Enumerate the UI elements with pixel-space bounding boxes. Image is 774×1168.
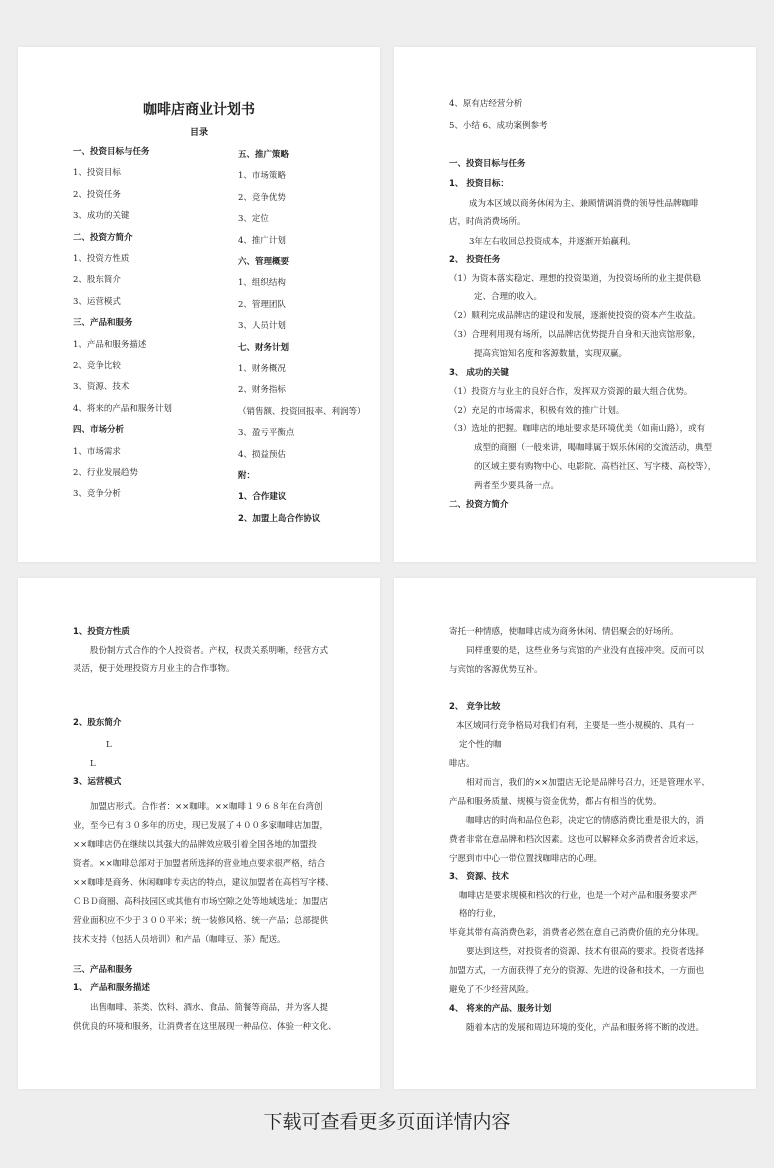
body-line: 随着本店的发展和周边环境的变化，产品和服务将不断的改进。 — [466, 1023, 705, 1033]
body-line: 毕竟其带有高消费色彩，消费者必然在意自己消费价值的充分体现。 — [449, 928, 705, 938]
toc-entry: 3、运营模式 — [73, 296, 121, 307]
body-line: 资者。××咖啡总部对于加盟者所选择的营业地点要求很严格，结合 — [73, 859, 326, 869]
body-line: 啡店。 — [449, 759, 475, 769]
page-4 — [394, 578, 756, 1089]
toc-entry: 2、投资任务 — [73, 189, 121, 200]
body-line: 4、原有店经营分析 — [449, 99, 523, 109]
body-line: 店，时尚消费场所。 — [449, 217, 526, 227]
body-line: 出售咖啡、茶类、饮料、酒水、食品、简餐等商品，并为客人提 — [90, 1003, 329, 1013]
toc-entry: 1、投资方性质 — [73, 254, 130, 264]
body-line: 本区域同行竞争格局对我们有利，主要是一些小规模的、具有一 — [456, 721, 695, 731]
toc-entry: 2、竞争优势 — [238, 192, 286, 203]
body-line: 咖啡店的时尚和品位色彩，决定它的情感消费比重是很大的，消 — [466, 816, 705, 826]
toc-entry: 3、资源、技术 — [73, 382, 130, 393]
toc-entry: 2、管理团队 — [238, 299, 286, 310]
toc-entry: 2、加盟上岛合作协议 — [238, 513, 321, 524]
body-line: 业，至今已有３０多年的历史，现已发展了４００多家咖啡店加盟， — [73, 821, 329, 831]
body-line: 营业面积应不少于３００平米；统一装修风格、统一产品；总部提供 — [73, 916, 329, 926]
section-heading: 1、 投资目标： — [449, 179, 509, 189]
toc-entry: 4、损益预估 — [238, 449, 286, 460]
body-line: 相对而言，我们的××加盟店无论是品牌号召力，还是管理水平、 — [466, 778, 710, 788]
section-heading: 4、 将来的产品、服务计划 — [449, 1004, 552, 1014]
toc-entry: 3、成功的关键 — [73, 211, 130, 222]
body-line: 定个性的咖 — [459, 740, 502, 750]
body-line: （3）选址的把握。咖啡店的地址要求是环境优美（如南山路），或有 — [449, 424, 706, 434]
document-title: 咖啡店商业计划书 — [143, 102, 255, 118]
body-line: 提高宾馆知名度和客源数量，实现双赢。 — [474, 349, 628, 359]
body-line: 要达到这些，对投资者的资源、技术有很高的要求。投资者选择 — [466, 947, 705, 957]
section-heading: 二、投资方简介 — [449, 500, 509, 510]
toc-entry: 3、定位 — [238, 214, 269, 225]
body-line: 的区域主要有购物中心、电影院、高档社区、写字楼、高校等）， — [474, 462, 717, 472]
body-line: 加盟店形式。合作者：××咖啡。××咖啡１９６８年在台湾创 — [90, 802, 323, 812]
body-line: 同样重要的是，这些业务与宾馆的产业没有直接冲突。反而可以 — [466, 646, 705, 656]
toc-entry: 2、股东简介 — [73, 275, 121, 286]
section-heading: 一、投资目标与任务 — [449, 159, 526, 169]
body-line: 咖啡店是要求规模和档次的行业，也是一个对产品和服务要求严 — [459, 891, 698, 901]
body-line: 与宾馆的客源优势互补。 — [449, 665, 543, 675]
body-line: 股份制方式合作的个人投资者。产权，权责关系明晰，经营方式 — [90, 646, 329, 656]
toc-entry: 五、推广策略 — [238, 150, 290, 160]
body-line: 格的行业， — [459, 909, 502, 919]
toc-entry: （销售额、投资回报率、利润等） — [238, 406, 366, 417]
toc-entry: 1、组织结构 — [238, 278, 286, 289]
toc-entry: 3、人员计划 — [238, 321, 286, 332]
page-2 — [394, 47, 756, 562]
section-heading: 3、运营模式 — [73, 777, 122, 787]
toc-entry: 1、合作建议 — [238, 492, 287, 503]
toc-entry: 附： — [238, 471, 256, 481]
toc-entry: 一、投资目标与任务 — [73, 147, 150, 157]
body-line: 成为本区域以商务休闲为主、兼顾情调消费的领导性品牌咖啡 — [469, 199, 699, 209]
toc-entry: 四、市场分析 — [73, 425, 125, 436]
page-1-toc — [18, 47, 380, 562]
toc-entry: 2、财务指标 — [238, 385, 286, 396]
toc-entry: 2、行业发展趋势 — [73, 468, 138, 478]
section-heading: 2、 竞争比较 — [449, 702, 501, 712]
body-line: 灵活，便于处理投资方月业主的合作事物。 — [73, 664, 235, 674]
body-line: 5、小结 6、成功案例参考 — [449, 121, 548, 131]
body-line: （2）顺利完成品牌店的建设和发展，逐渐使投资的资本产生收益。 — [449, 311, 701, 321]
toc-entry: 3、竞争分析 — [73, 489, 121, 500]
body-line: L — [106, 740, 112, 750]
body-line: （2）充足的市场需求，积极有效的推广计划。 — [449, 406, 625, 416]
toc-entry: 1、市场需求 — [73, 446, 121, 457]
toc-entry: 三、产品和服务 — [73, 318, 133, 329]
body-line: 避免了不少经营风险。 — [449, 985, 535, 995]
toc-entry: 七、财务计划 — [238, 342, 290, 353]
download-more-footer[interactable]: 下载可查看更多页面详情内容 — [263, 1111, 511, 1133]
toc-heading: 目录 — [189, 128, 208, 138]
body-line: 两者至少要具备一点。 — [474, 481, 560, 491]
toc-entry: 1、市场策略 — [238, 171, 286, 182]
toc-entry: 六、管理概要 — [238, 257, 290, 267]
body-line: 定、合理的收入。 — [474, 292, 543, 302]
body-line: 费者非常在意品牌和档次因素。这也可以解释众多消费者舍近求远， — [449, 835, 705, 845]
toc-entry: 二、投资方简介 — [73, 232, 133, 243]
body-line: 供优良的环境和服务，让消费者在这里展现一种品位、体验一种文化、 — [73, 1022, 337, 1032]
body-line: ××咖啡店仍在继续以其强大的品牌效应吸引着全国各地的加盟投 — [73, 840, 317, 850]
section-heading: 2、股东简介 — [73, 718, 122, 728]
body-line: 宁愿到市中心一带位置找咖啡店的心理。 — [449, 854, 603, 864]
page-3 — [18, 578, 380, 1089]
body-line: 3年左右收回总投资成本，并逐渐开始赢利。 — [469, 237, 636, 247]
toc-entry: 4、推广计划 — [238, 235, 286, 246]
body-line: （1）投资方与业主的良好合作，发挥双方资源的最大组合优势。 — [449, 387, 693, 397]
body-line: ××咖啡是商务、休闲咖啡专卖店的特点，建议加盟者在高档写字楼、 — [73, 878, 334, 888]
section-heading: 1、 产品和服务描述 — [73, 983, 150, 993]
body-line: ＣＢＤ商圈、高科技园区或其他有市场空隙之处等地域选址；加盟店 — [73, 897, 329, 907]
section-heading: 2、 投资任务 — [449, 255, 501, 265]
section-heading: 3、 资源、技术 — [449, 872, 509, 882]
section-heading: 3、 成功的关键 — [449, 368, 509, 378]
section-heading: 三、产品和服务 — [73, 965, 133, 975]
body-line: 技术支持（包括人员培训）和产品（咖啡豆、茶）配送。 — [73, 935, 286, 945]
body-line: （3）合理利用现有场所，以品牌店优势提升自身和天池宾馆形象， — [449, 330, 701, 340]
toc-entry: 1、投资目标 — [73, 168, 121, 179]
body-line: 成型的商圈（一般来讲，喝咖啡属于娱乐休闲的交流活动，典型 — [474, 443, 713, 453]
toc-entry: 2、竞争比较 — [73, 361, 121, 371]
body-line: 寄托一种情感，使咖啡店成为商务休闲、情侣聚会的好场所。 — [449, 627, 679, 637]
body-line: 加盟方式，一方面获得了充分的资源、先进的设备和技术，一方面也 — [449, 966, 705, 976]
toc-entry: 4、将来的产品和服务计划 — [73, 403, 172, 414]
toc-entry: 3、盈亏平衡点 — [238, 428, 295, 439]
section-heading: 1、投资方性质 — [73, 627, 130, 637]
body-line: L — [90, 759, 96, 769]
body-line: 产品和服务质量、规模与资金优势，都占有相当的优势。 — [449, 797, 662, 807]
body-line: （1）为资本落实稳定、理想的投资渠道，为投资场所的业主提供稳 — [449, 274, 701, 284]
toc-entry: 1、财务概况 — [238, 364, 286, 374]
toc-entry: 1、产品和服务描述 — [73, 339, 147, 350]
